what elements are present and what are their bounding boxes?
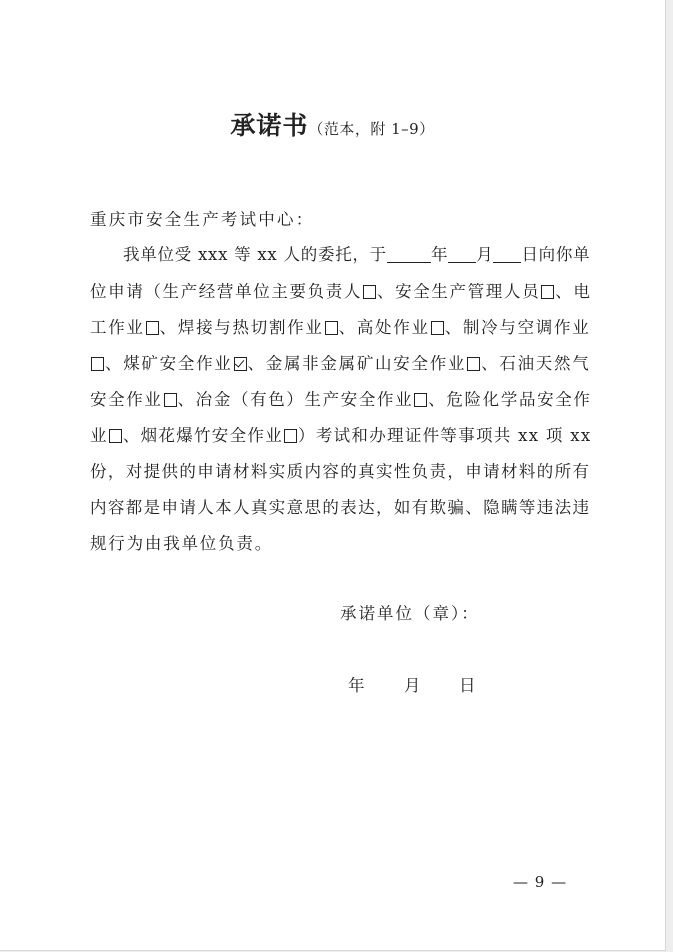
body-text: 、煤矿安全作业 — [105, 354, 233, 373]
blank-day — [493, 244, 521, 263]
title-main: 承诺书 — [230, 111, 309, 140]
body-text: 工作业 — [90, 318, 145, 337]
checkbox-icon — [467, 357, 480, 371]
body-text: 安全作业 — [90, 390, 163, 409]
body-text: 、金属非金属矿山安全作业 — [247, 354, 467, 373]
body-text: ）考试和办理证件等事项共 xx 项 xx — [298, 426, 592, 445]
body-line — [90, 388, 591, 412]
body-line: 份，对提供的申请材料实质内容的真实性负责，申请材料的所有 — [90, 462, 591, 481]
page-number: — 9 — — [513, 873, 568, 891]
blank-month — [448, 244, 476, 263]
body-text: 业 — [90, 426, 108, 445]
checkbox-icon — [363, 285, 376, 299]
body-text: 年 — [430, 245, 449, 264]
seal-label: 承诺单位（章）： — [340, 604, 480, 623]
checkbox-icon — [431, 321, 444, 335]
checkbox-icon — [146, 321, 159, 335]
body-line — [90, 316, 590, 340]
title-subtitle: （范本，附 1–9） — [308, 120, 435, 138]
blank-year — [387, 244, 431, 263]
body-text: 、电 — [555, 282, 592, 301]
body-line — [123, 243, 590, 267]
body-text: 、危险化学品安全作 — [428, 390, 592, 409]
body-text: 位申请（生产经营单位主要负责人 — [90, 282, 362, 301]
document-title — [0, 106, 665, 142]
checkbox-icon — [541, 285, 554, 299]
checkbox-icon — [91, 357, 104, 371]
body-text: 月 — [476, 245, 494, 264]
body-text: 、高处作业 — [338, 318, 430, 337]
body-line: 内容都是申请人本人真实意思的表达，如有欺骗、隐瞒等违法违 — [90, 498, 591, 517]
body-text: 日向你单 — [521, 245, 591, 264]
checkbox-icon — [325, 321, 338, 335]
body-text: 、焊接与热切割作业 — [159, 318, 324, 337]
checkbox-icon — [414, 393, 427, 407]
body-text: 、石油天然气 — [481, 354, 591, 373]
checkbox-icon — [109, 429, 122, 443]
body-line: 规行为由我单位负责。 — [90, 534, 273, 553]
body-line — [90, 352, 590, 376]
body-text: 、冶金（有色）生产安全作业 — [177, 390, 414, 409]
body-text: 、制冷与空调作业 — [444, 318, 591, 337]
body-text: 、安全生产管理人员 — [377, 282, 541, 301]
checkbox-icon — [164, 393, 177, 407]
checkbox-icon — [284, 429, 297, 443]
body-text: 我单位受 xxx 等 xx 人的委托，于 — [123, 245, 387, 264]
body-text: 、烟花爆竹安全作业 — [122, 426, 284, 445]
body-line — [90, 424, 591, 448]
date-month: 月 — [404, 676, 421, 695]
date-day: 日 — [459, 676, 476, 695]
date-year: 年 — [348, 676, 365, 695]
checked-checkbox-icon — [234, 357, 247, 371]
body-line — [90, 280, 591, 304]
salutation: 重庆市安全生产考试中心： — [90, 210, 315, 229]
